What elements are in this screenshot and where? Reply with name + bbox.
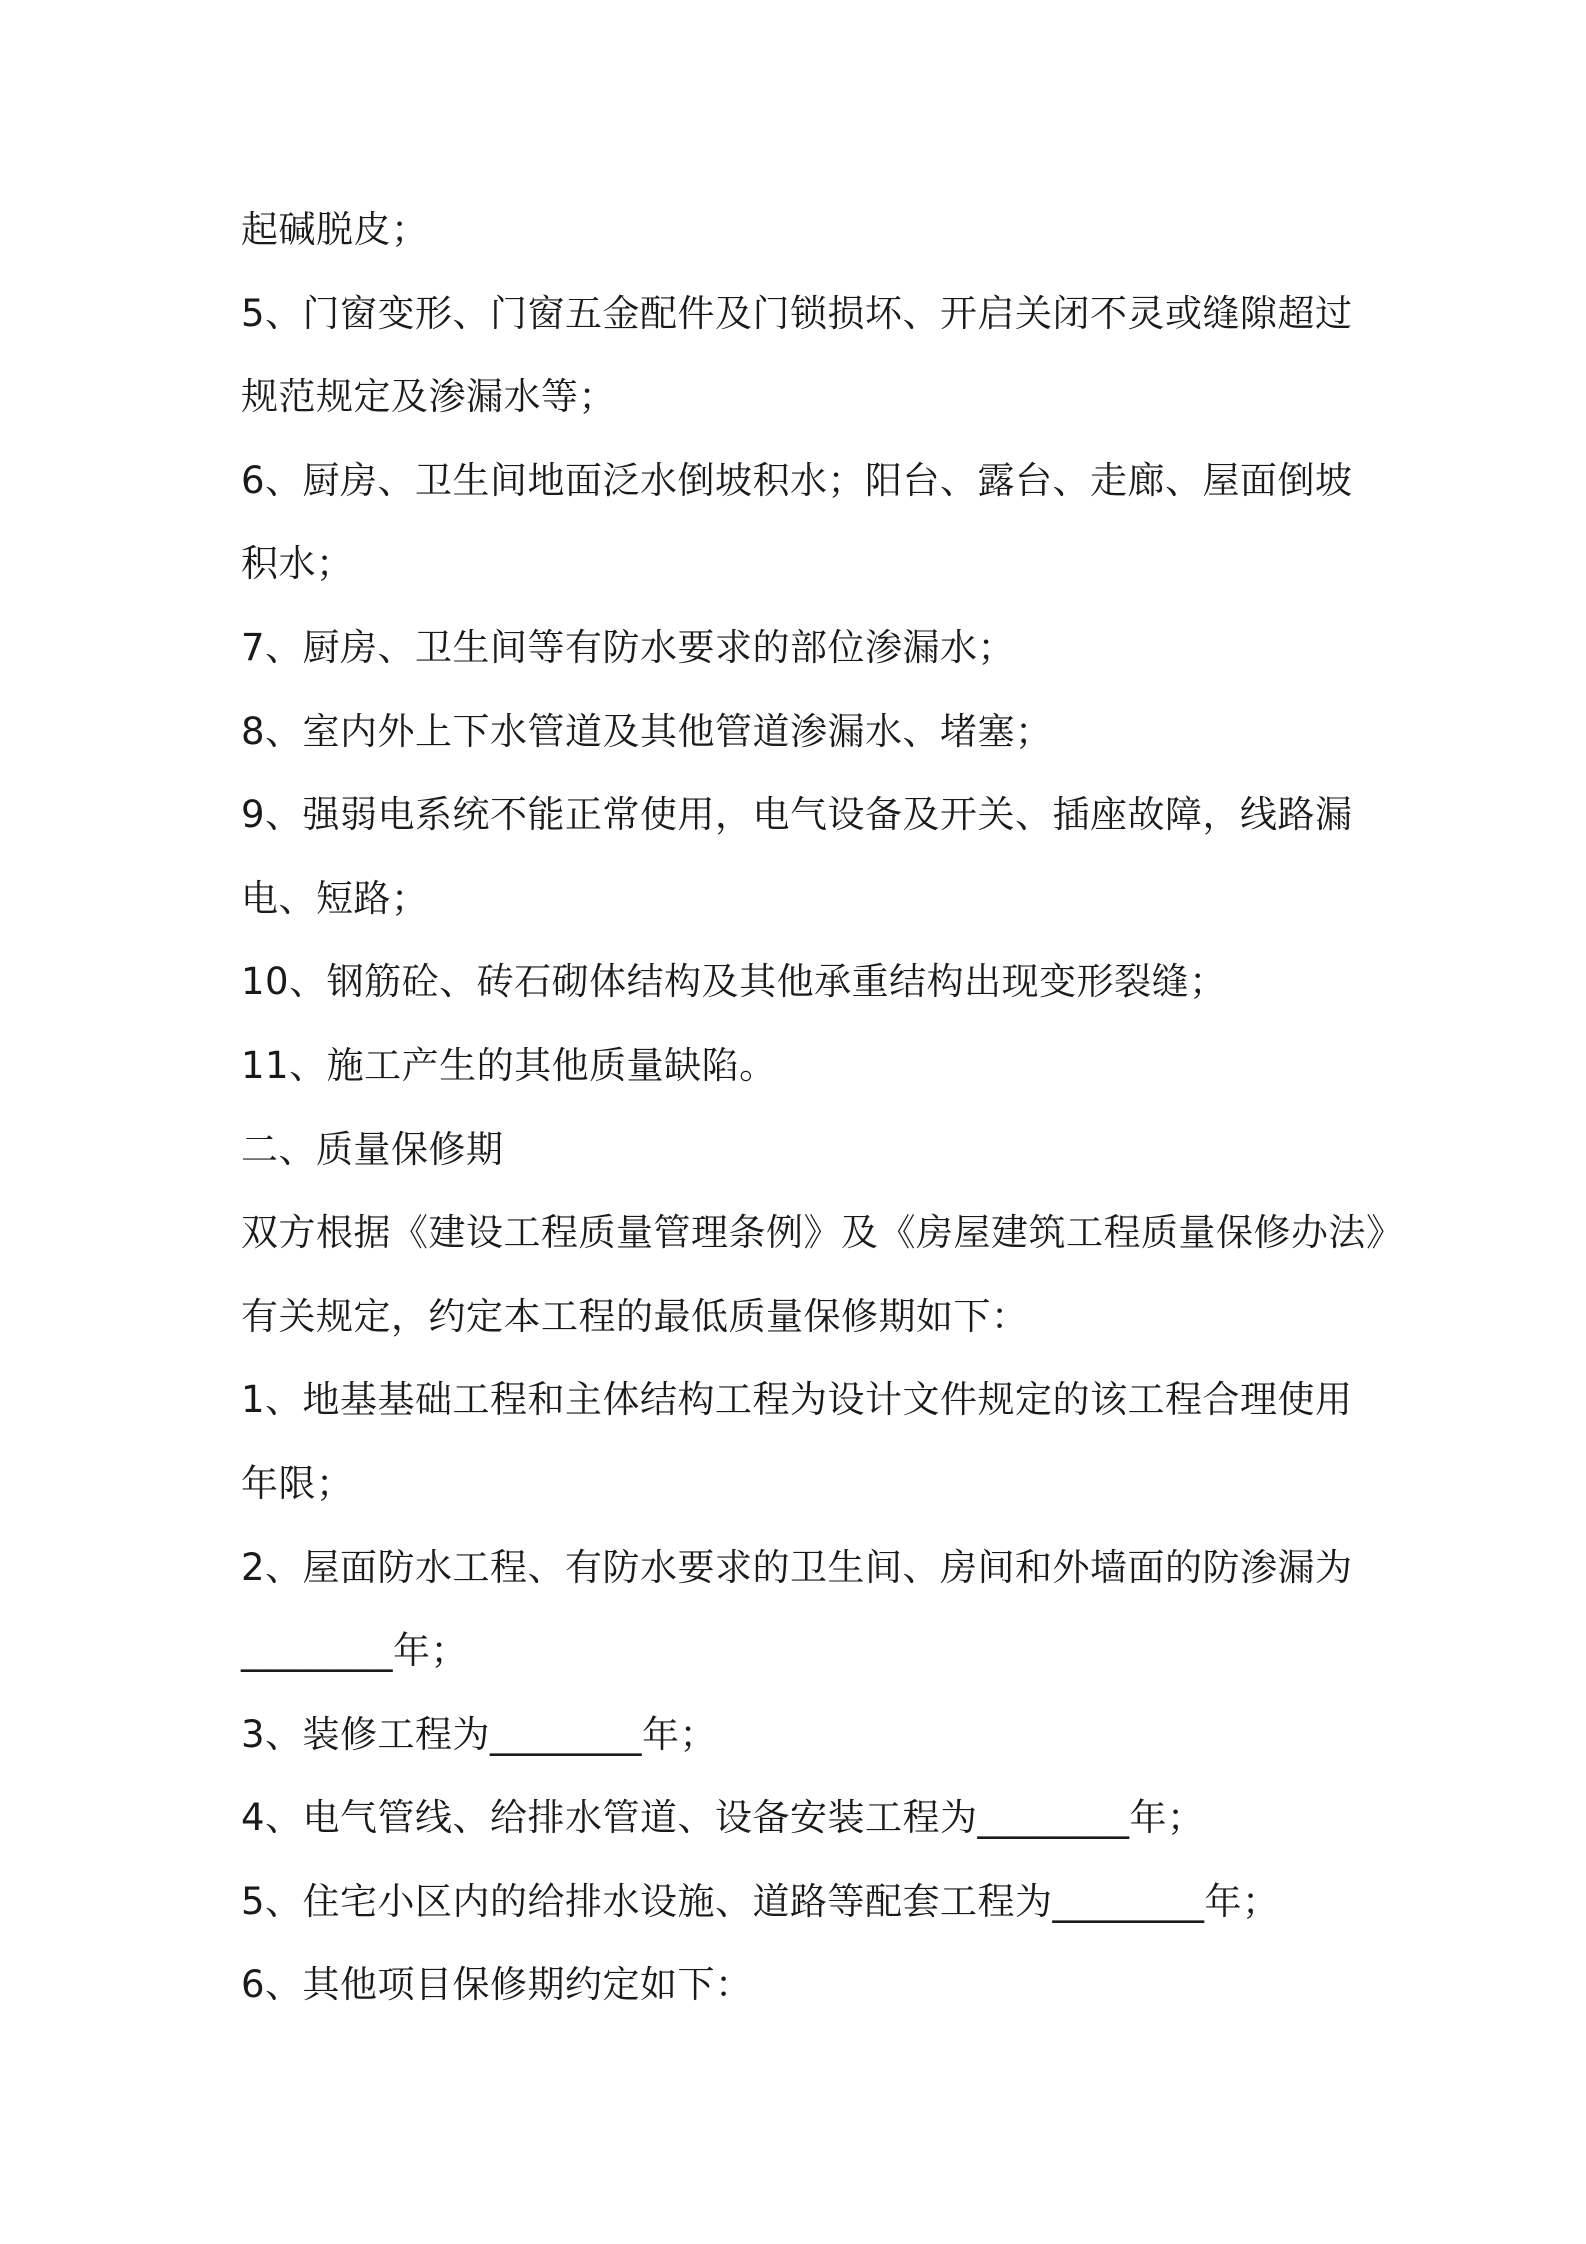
text-line: 3、装修工程为________年； (241, 1712, 718, 1756)
text-line: 5、门窗变形、门窗五金配件及门锁损坏、开启关闭不灵或缝隙超过 (241, 291, 1353, 335)
document-body (241, 198, 1404, 2037)
text-line: 8、室内外上下水管道及其他管道渗漏水、堵塞； (241, 709, 1053, 753)
text-line: 9、强弱电系统不能正常使用，电气设备及开关、插座故障，线路漏 (241, 793, 1353, 837)
text-line: 5、住宅小区内的给排水设施、道路等配套工程为________年； (241, 1879, 1280, 1923)
text-line: 10、钢筋砼、砖石砌体结构及其他承重结构出现变形裂缝； (241, 960, 1227, 1004)
text-line: ________年； (241, 1629, 468, 1673)
text-line: 2、屋面防水工程、有防水要求的卫生间、房间和外墙面的防渗漏为 (241, 1545, 1353, 1589)
text-line: 6、其他项目保修期约定如下： (241, 1963, 753, 2007)
text-line: 年限； (241, 1461, 354, 1505)
text-line: 电、短路； (241, 876, 429, 920)
text-line: 6、厨房、卫生间地面泛水倒坡积水；阳台、露台、走廊、屋面倒坡 (241, 458, 1353, 502)
section-heading: 二、质量保修期 (241, 1127, 504, 1171)
text-line: 双方根据《建设工程质量管理条例》及《房屋建筑工程质量保修办法》 (241, 1211, 1404, 1255)
text-line: 起碱脱皮； (241, 208, 429, 251)
text-line: 规范规定及渗漏水等； (241, 375, 616, 419)
text-line: 11、施工产生的其他质量缺陷。 (241, 1043, 777, 1087)
text-line: 有关规定，约定本工程的最低质量保修期如下： (241, 1294, 1029, 1338)
text-line: 积水； (241, 542, 354, 586)
text-line: 4、电气管线、给排水管道、设备安装工程为________年； (241, 1796, 1205, 1840)
text-line: 7、厨房、卫生间等有防水要求的部位渗漏水； (241, 625, 1016, 669)
text-line: 1、地基基础工程和主体结构工程为设计文件规定的该工程合理使用 (241, 1378, 1353, 1422)
